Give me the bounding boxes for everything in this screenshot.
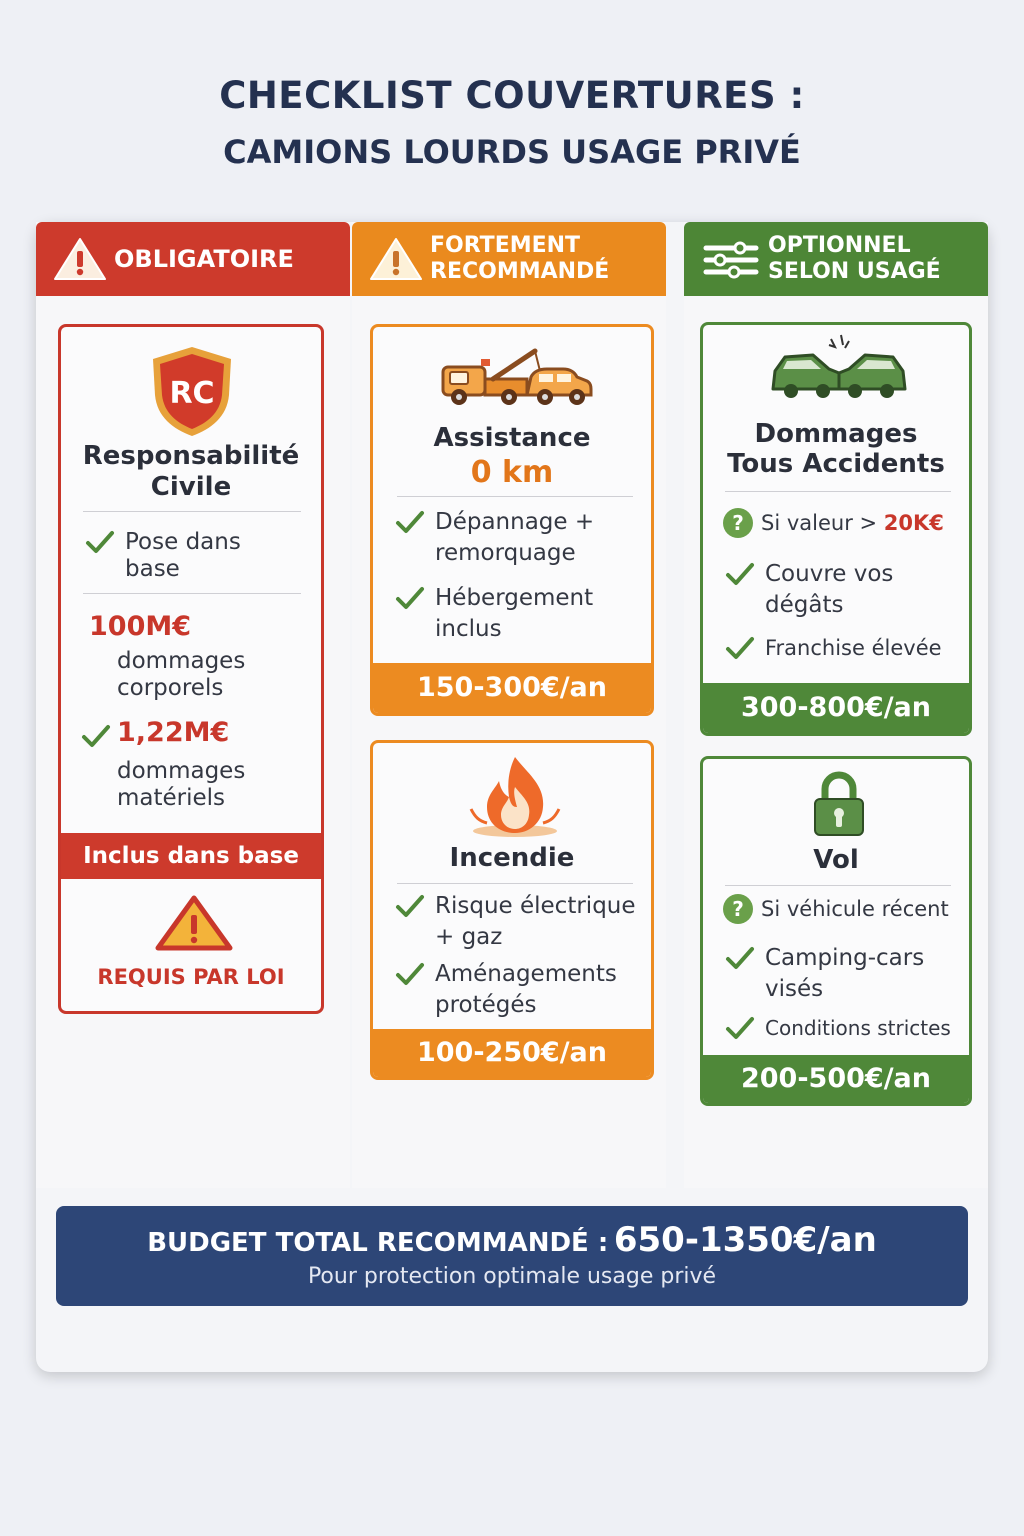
column-header-label: OPTIONNEL — [768, 233, 911, 258]
check-item — [725, 943, 924, 1005]
bodily-damage-desc-line2: corporels — [117, 675, 224, 701]
column-header-mandatory — [36, 222, 350, 296]
check-item — [395, 507, 594, 569]
card-title: Assistance — [433, 423, 591, 453]
card-civil-liability — [58, 324, 324, 1014]
check-item-line1: Hébergement — [435, 585, 594, 611]
padlock-icon — [809, 769, 869, 839]
column-header-label: FORTEMENT — [430, 233, 581, 258]
card-all-accidents — [700, 322, 972, 736]
card-title: Responsabilité — [82, 441, 300, 471]
page-title: CHECKLIST COUVERTURES : — [219, 74, 805, 117]
check-item — [85, 527, 241, 585]
rc-shield-icon — [147, 343, 237, 439]
tow-truck-icon — [435, 341, 595, 411]
checkmark-icon — [395, 891, 425, 921]
fire-icon — [465, 751, 565, 841]
column-header-optional — [684, 222, 988, 296]
checkmark-icon — [85, 527, 115, 557]
check-item-line2: protégés — [435, 992, 537, 1018]
check-item — [395, 583, 593, 645]
divider — [725, 491, 951, 492]
checkmark-icon — [725, 943, 755, 973]
card-assistance — [370, 324, 654, 716]
question-icon: ? — [723, 508, 753, 538]
checkmark-icon — [395, 583, 425, 613]
budget-value: 650-1350€/an — [613, 1220, 877, 1260]
check-item-line1: Aménagements — [435, 961, 617, 987]
condition-value: 20K€ — [883, 511, 944, 535]
car-crash-icon — [769, 331, 909, 401]
divider — [83, 511, 301, 512]
price-band: 150-300€/an — [373, 663, 651, 713]
check-item — [725, 559, 893, 621]
check-item-line2: base — [125, 556, 180, 582]
checkmark-icon — [395, 959, 425, 989]
column-mandatory — [36, 222, 350, 1188]
checkmark-icon — [725, 559, 755, 589]
card-title: Incendie — [449, 843, 575, 873]
column-header-label-line2: SELON USAGÉ — [768, 259, 941, 284]
budget-subtitle: Pour protection optimale usage privé — [307, 1264, 717, 1289]
column-header-recommended — [352, 222, 666, 296]
budget-label: BUDGET TOTAL RECOMMANDÉ : — [147, 1228, 609, 1258]
material-damage-desc-line2: matériels — [117, 785, 226, 811]
check-item — [395, 959, 617, 1021]
condition-text: Si valeur > — [761, 511, 878, 535]
check-item — [395, 891, 636, 953]
checkmark-icon — [725, 633, 755, 663]
check-item-line2: visés — [765, 976, 824, 1002]
price-band: 200-500€/an — [703, 1055, 969, 1103]
required-by-law-label: REQUIS PAR LOI — [97, 965, 285, 989]
checkmark-icon — [395, 507, 425, 537]
material-damage-desc: dommages — [117, 758, 246, 784]
budget-banner — [56, 1206, 968, 1306]
warning-icon — [154, 893, 234, 953]
price-band: 100-250€/an — [373, 1029, 651, 1077]
column-header-label: OBLIGATOIRE — [114, 245, 294, 273]
divider — [83, 593, 301, 594]
divider — [397, 496, 633, 497]
check-item-line1: Couvre vos — [765, 561, 894, 587]
sliders-icon — [700, 236, 762, 282]
card-fire — [370, 740, 654, 1080]
card-title-line2: Tous Accidents — [727, 449, 945, 479]
condition-item — [723, 894, 949, 925]
page-subtitle: CAMIONS LOURDS USAGE PRIVÉ — [223, 133, 801, 171]
check-item-line1: Pose dans — [125, 529, 241, 555]
divider — [725, 885, 951, 886]
check-item-line2: inclus — [435, 616, 502, 642]
check-item-line1: Dépannage + — [435, 509, 595, 535]
included-band: Inclus dans base — [61, 833, 321, 879]
check-item-line1: Franchise élevée — [765, 636, 942, 660]
bodily-damage-desc: dommages — [117, 648, 246, 674]
check-item-line2: remorquage — [435, 540, 576, 566]
checkmark-icon — [725, 1013, 755, 1043]
rc-shield-label: RC — [169, 376, 215, 411]
check-item-line2: dégâts — [765, 592, 844, 618]
question-icon: ? — [723, 894, 753, 924]
warning-icon — [52, 236, 108, 282]
card-theft — [700, 756, 972, 1106]
check-item — [725, 1013, 951, 1044]
column-header-label-line2: RECOMMANDÉ — [430, 259, 610, 284]
price-band: 300-800€/an — [703, 683, 969, 733]
card-title-line2: 0 km — [470, 455, 554, 490]
check-item-line1: Conditions strictes — [765, 1016, 951, 1040]
checkmark-icon — [81, 721, 111, 751]
check-item-line1: Camping-cars — [765, 945, 925, 971]
card-title-line2: Civile — [150, 472, 232, 502]
material-damage-amount: 1,22M€ — [117, 717, 230, 748]
card-title: Dommages — [754, 419, 918, 449]
column-recommended — [352, 222, 666, 1188]
check-item — [725, 633, 942, 664]
condition-text: Si véhicule récent — [761, 897, 949, 921]
warning-icon — [368, 236, 424, 282]
bodily-damage-amount: 100M€ — [89, 611, 192, 642]
check-item-line1: Risque électrique — [435, 893, 636, 919]
card-title: Vol — [813, 845, 859, 875]
check-item-line2: + gaz — [435, 924, 503, 950]
divider — [397, 883, 633, 884]
column-optional — [684, 222, 988, 1188]
condition-item — [723, 508, 944, 539]
